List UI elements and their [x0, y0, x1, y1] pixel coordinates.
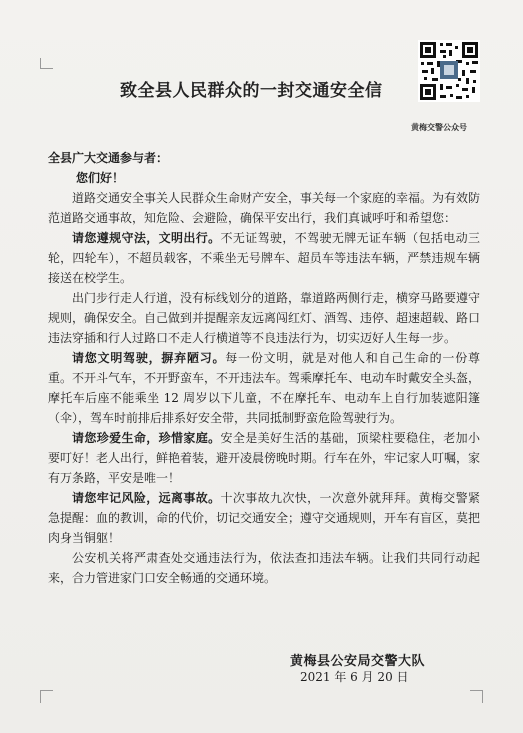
qr-caption: 黄梅交警公众号	[411, 123, 467, 132]
crop-mark-top-left	[40, 58, 53, 69]
paragraph: 请您牢记风险，远离事故。十次事故九次快，一次意外就拜拜。黄梅交警紧急提醒：血的教训，命的代价，切记交通安全；遵守交通规则，开车有盲区，莫把肉身当铜躯！	[48, 491, 481, 545]
paragraph: 请您遵规守法，文明出行。不无证驾驶，不驾驶无牌无证车辆（包括电动三轮，四轮车），不超员载客，不乘坐无号牌车、超员车等违法车辆，严禁违规车辆接送在校学生。	[48, 231, 480, 285]
letter-title: 致全县人民群众的一封交通安全信	[120, 81, 383, 101]
crop-mark-bottom-right	[470, 690, 483, 703]
qr-code-icon	[418, 40, 480, 102]
letter-body	[48, 188, 480, 588]
signature-organization: 黄梅县公安局交警大队	[290, 654, 426, 669]
greeting: 您们好！	[76, 171, 125, 185]
crop-mark-bottom-left	[40, 690, 53, 703]
paragraph: 公安机关将严肃查处交通违法行为，依法查扣违法车辆。让我们共同行动起来，合力管进家门口安全畅通的交通环境。	[48, 551, 480, 585]
salutation: 全县广大交通参与者：	[48, 151, 169, 165]
signature-date: 2021 年 6 月 20 日	[300, 670, 409, 684]
paragraph: 请您珍爱生命，珍惜家庭。安全是美好生活的基础，顶梁柱要稳住，老加小要叮好！老人出行，鲜艳着装，避开凌晨傍晚时期。行车在外，牢记家人叮嘱，家有万条路，平安是唯一！	[48, 431, 481, 485]
paragraph: 出门步行走人行道，没有标线划分的道路，靠道路两侧行走，横穿马路要遵守规则，确保安全。自己做到并提醒亲友远离闯红灯、酒驾、违停、超速超载、路口违法穿插和行人过路口不走人行横道等不良违法行为，切实迈好人生每一步。	[48, 291, 481, 345]
paragraph: 请您文明驾驶，摒弃陋习。每一份文明，就是对他人和自己生命的一份尊重。不开斗气车，不开野蛮车，不开违法车。驾乘摩托车、电动车时戴安全头盔，摩托车后座不能乘坐 12 周岁以下儿童，不在摩托车、电动车上自行加装遮阳篷（伞），驾车时前排后排系好安全带，共同抵制野蛮危险驾驶行为。	[48, 351, 481, 425]
paragraph: 道路交通安全事关人民群众生命财产安全，事关每一个家庭的幸福。为有效防范道路交通事故，知危险、会避险，确保平安出行，我们真诚呼吁和希望您：	[48, 191, 481, 225]
